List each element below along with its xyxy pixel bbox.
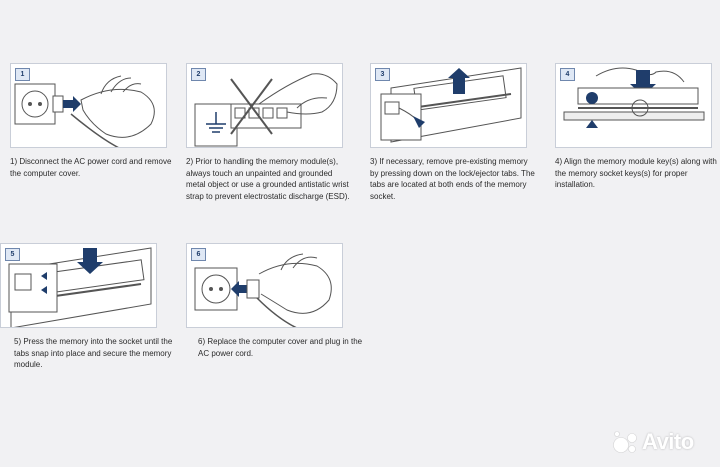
plug-in-power-cord-icon <box>187 244 343 328</box>
step-6-illustration <box>186 243 343 328</box>
avito-watermark <box>612 429 694 455</box>
avito-dots-icon <box>612 430 638 454</box>
step-4-caption: 4) Align the memory module key(s) along with the memory socket keys(s) for proper installation. <box>555 157 717 189</box>
step-1-caption: 1) Disconnect the AC power cord and remove the computer cover. <box>10 157 172 178</box>
step-4-illustration <box>555 63 712 148</box>
step-3-illustration <box>370 63 527 148</box>
unplug-power-cord-icon <box>11 64 167 148</box>
step-5-illustration <box>0 243 157 328</box>
remove-memory-icon <box>371 64 527 148</box>
step-2-illustration <box>186 63 343 148</box>
step-2-caption: 2) Prior to handling the memory module(s), always touch an unpainted and grounded metal object or use a grounded antistatic wrist strap to prevent electrostatic discharge (ESD). <box>186 157 350 201</box>
step-3-caption: 3) If necessary, remove pre-existing memory by pressing down on the lock/ejector tabs. The tabs are located at both ends of the memory socket. <box>370 157 535 201</box>
ground-before-handling-icon <box>187 64 343 148</box>
avito-watermark-text: Avito <box>642 429 694 454</box>
step-6-number: 6 <box>191 248 206 261</box>
step-4-number: 4 <box>560 68 575 81</box>
step-1-illustration <box>10 63 167 148</box>
step-6-caption: 6) Replace the computer cover and plug in the AC power cord. <box>198 337 363 358</box>
step-2-number: 2 <box>191 68 206 81</box>
press-memory-into-socket-icon <box>1 244 157 328</box>
align-memory-key-icon <box>556 64 712 148</box>
step-5-caption: 5) Press the memory into the socket until the tabs snap into place and secure the memory module. <box>14 337 173 369</box>
step-1-number: 1 <box>15 68 30 81</box>
step-5-number: 5 <box>5 248 20 261</box>
step-3-number: 3 <box>375 68 390 81</box>
